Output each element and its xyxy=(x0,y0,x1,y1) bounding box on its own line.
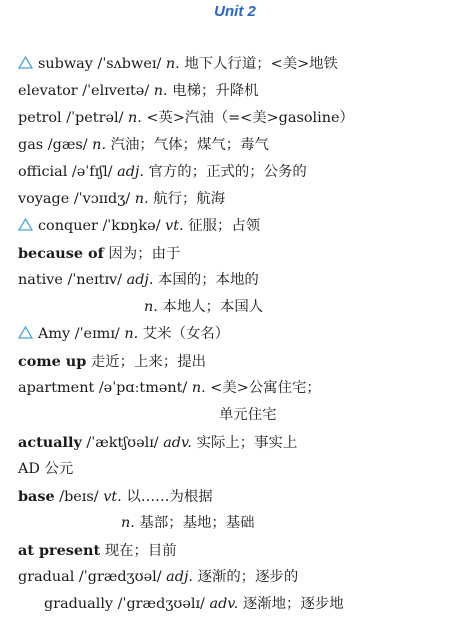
phonetic: /gæs/ xyxy=(47,137,88,153)
headword: elevator xyxy=(18,83,78,99)
vocab-entry-elevator xyxy=(0,78,470,105)
headword: conquer xyxy=(38,218,98,234)
vocab-entry-gas xyxy=(0,132,470,159)
vocab-entry-base xyxy=(0,483,470,510)
vocab-entry-because-of xyxy=(0,240,470,267)
definition: 地下人行道；<美>地铁 xyxy=(184,56,338,72)
part-of-speech: n. xyxy=(191,380,206,396)
part-of-speech: n. xyxy=(128,110,142,126)
headword: at present xyxy=(18,542,101,559)
headword: come up xyxy=(18,353,87,370)
definition: 航行；航海 xyxy=(153,191,226,207)
part-of-speech: n. xyxy=(134,191,149,207)
vocab-entry-native xyxy=(0,267,470,294)
headword: apartment xyxy=(18,380,95,396)
part-of-speech: adj. xyxy=(126,272,154,288)
headword: gradually xyxy=(44,596,114,612)
headword: official xyxy=(18,164,68,180)
definition: 官方的；正式的；公务的 xyxy=(148,164,307,180)
triangle-icon xyxy=(18,326,33,339)
headword: petrol xyxy=(18,110,62,126)
definition: 征服；占领 xyxy=(188,218,261,234)
vocab-entry-ad xyxy=(0,456,470,483)
headword: gas xyxy=(18,137,44,153)
vocab-entry-actually xyxy=(0,429,470,456)
definition: 现在；目前 xyxy=(104,543,177,559)
phonetic: /ˈneɪtɪv/ xyxy=(67,272,123,288)
vocab-entry-native-noun xyxy=(0,294,470,321)
part-of-speech: adv. xyxy=(163,435,193,451)
vocab-entry-apartment-cont xyxy=(0,402,470,429)
vocab-entry-at-present xyxy=(0,537,470,564)
headword: actually xyxy=(18,434,82,451)
phonetic: /ˈæktʃʊəlɪ/ xyxy=(86,435,159,451)
vocab-entry-conquer xyxy=(0,213,470,240)
phonetic: /ˈvɔɪɪdʒ/ xyxy=(73,191,131,207)
headword: subway xyxy=(38,56,93,72)
definition: <美>公寓住宅； xyxy=(210,380,321,396)
phonetic: /ˈpetrəl/ xyxy=(66,110,124,126)
part-of-speech: adj. xyxy=(166,569,193,585)
vocab-entry-official xyxy=(0,159,470,186)
part-of-speech: n. xyxy=(153,83,168,99)
vocab-entry-voyage xyxy=(0,186,470,213)
headword: because of xyxy=(18,245,104,262)
part-of-speech: n. xyxy=(144,299,158,315)
vocab-entry-apartment xyxy=(0,375,470,402)
part-of-speech: n. xyxy=(124,326,139,342)
definition: <英>汽油（=<美>gasoline） xyxy=(146,110,354,126)
page-title: Unit 2 xyxy=(214,3,256,20)
phonetic: /ˈgrædʒʊəlɪ/ xyxy=(117,596,205,612)
vocab-entry-gradually xyxy=(0,591,470,618)
definition: 单元住宅 xyxy=(219,407,277,423)
phonetic: /ˈgrædʒʊəl/ xyxy=(78,569,162,585)
definition: 因为；由于 xyxy=(108,246,181,262)
vocab-entry-come-up xyxy=(0,348,470,375)
definition: 逐渐地；逐步地 xyxy=(242,596,344,612)
part-of-speech: adj. xyxy=(117,164,144,180)
part-of-speech: n. xyxy=(165,56,180,72)
phonetic: /ˈsʌbweɪ/ xyxy=(97,56,162,72)
part-of-speech: vt. xyxy=(103,489,122,505)
definition: 实际上；事实上 xyxy=(196,435,298,451)
definition: 公元 xyxy=(44,461,74,477)
triangle-icon xyxy=(18,218,33,231)
headword: gradual xyxy=(18,569,75,585)
headword: voyage xyxy=(18,191,70,207)
triangle-icon xyxy=(18,56,33,69)
definition: 走近；上来；提出 xyxy=(90,354,206,370)
vocab-entry-subway xyxy=(0,51,470,78)
headword: native xyxy=(18,272,63,288)
vocab-entry-petrol xyxy=(0,105,470,132)
vocabulary-list xyxy=(0,51,470,618)
definition: 本地人；本国人 xyxy=(162,299,264,315)
part-of-speech: adv. xyxy=(209,596,239,612)
definition: 电梯；升降机 xyxy=(172,83,259,99)
headword: Amy xyxy=(38,326,71,342)
definition: 基部；基地；基础 xyxy=(139,515,255,531)
definition: 逐渐的；逐步的 xyxy=(197,569,299,585)
part-of-speech: n. xyxy=(92,137,107,153)
phonetic: /beɪs/ xyxy=(59,489,99,505)
phonetic: /əˈfɪʃl/ xyxy=(71,164,113,180)
part-of-speech: vt. xyxy=(165,218,184,234)
phonetic: /ˈelɪveɪtə/ xyxy=(82,83,150,99)
vocab-entry-base-noun xyxy=(0,510,470,537)
phonetic: /ˈeɪmɪ/ xyxy=(74,326,120,342)
phonetic: /əˈpɑːtmənt/ xyxy=(98,380,188,396)
vocab-entry-amy xyxy=(0,321,470,348)
vocab-entry-gradual xyxy=(0,564,470,591)
headword: base xyxy=(18,488,55,505)
definition: 汽油；气体；煤气；毒气 xyxy=(110,137,269,153)
definition: 以……为根据 xyxy=(126,489,213,505)
definition: 本国的；本地的 xyxy=(158,272,259,288)
phonetic: /ˈkɒŋkə/ xyxy=(102,218,161,234)
part-of-speech: n. xyxy=(121,515,135,531)
definition: 艾米（女名） xyxy=(142,326,230,342)
headword: AD xyxy=(18,461,40,477)
